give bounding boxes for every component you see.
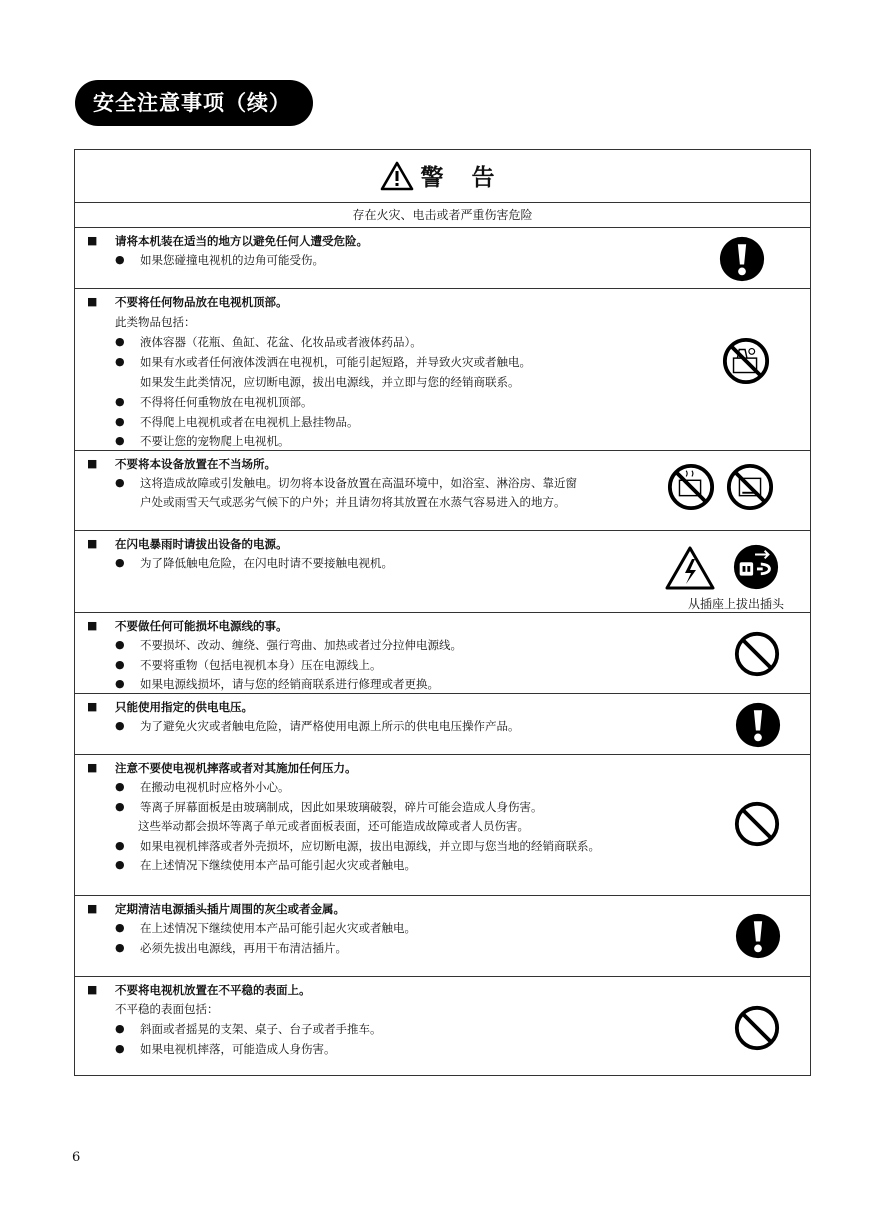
square-marker: ■ <box>87 234 98 247</box>
section-dropping <box>75 755 810 896</box>
square-marker: ■ <box>87 983 98 996</box>
warning-subtitle: 存在火灾、电击或者严重伤害危险 <box>75 203 810 228</box>
lightning-icon <box>664 545 716 591</box>
prohibition-icon <box>733 800 781 848</box>
page-number: 6 <box>72 1150 81 1165</box>
no-objects-on-tv-icon <box>722 337 770 385</box>
section-heading: 不要将本设备放置在不当场所。 <box>115 457 276 471</box>
section-heading: 注意不要使电视机摔落或者对其施加任何压力。 <box>115 761 357 775</box>
list-item: 不要将重物（包括电视机本身）压在电源线上。 <box>140 658 382 672</box>
list-item: 在搬动电视机时应格外小心。 <box>140 780 290 794</box>
square-marker: ■ <box>87 700 98 713</box>
list-item-continuation: 这些举动都会损坏等离子单元或者面板表面，还可能造成故障或者人员伤害。 <box>138 819 529 833</box>
list-item: 不要损坏、改动、缠绕、强行弯曲、加热或者过分拉伸电源线。 <box>140 638 462 652</box>
no-heat-icon <box>667 463 715 511</box>
warning-title: 警 告 <box>420 165 505 191</box>
section-heading: 在闪电暴雨时请拔出设备的电源。 <box>115 537 288 551</box>
list-item: 如果有水或者任何液体泼洒在电视机，可能引起短路，并导致火灾或者触电。 <box>140 355 531 369</box>
mandatory-icon <box>719 236 765 282</box>
list-item: 不得将任何重物放在电视机顶部。 <box>140 395 313 409</box>
bullet-marker: ● <box>115 839 125 852</box>
list-item: 在上述情况下继续使用本产品可能引起火灾或者触电。 <box>140 921 416 935</box>
bullet-marker: ● <box>115 780 125 793</box>
bullet-marker: ● <box>115 355 125 368</box>
bullet-marker: ● <box>115 1022 125 1035</box>
warning-box <box>74 149 811 1076</box>
list-item: 不要让您的宠物爬上电视机。 <box>140 434 290 448</box>
section-objects-on-top <box>75 289 810 451</box>
section-location <box>75 451 810 531</box>
bullet-marker: ● <box>115 434 125 447</box>
section-power-cord <box>75 613 810 694</box>
section-heading: 不要将任何物品放在电视机顶部。 <box>115 295 288 309</box>
list-item: 如果电视机摔落或者外壳损坏，应切断电源，拔出电源线，并立即与您当地的经销商联系。 <box>140 839 600 853</box>
section-heading: 只能使用指定的供电电压。 <box>115 700 253 714</box>
list-item-continuation: 户处或雨雪天气或恶劣气候下的户外；并且请勿将其放置在水蒸气容易进入的地方。 <box>140 495 566 509</box>
bullet-marker: ● <box>115 1042 125 1055</box>
bullet-marker: ● <box>115 476 125 489</box>
section-voltage <box>75 694 810 755</box>
list-item: 如果电源线损坏，请与您的经销商联系进行修理或者更换。 <box>140 677 439 691</box>
square-marker: ■ <box>87 295 98 308</box>
list-item: 液体容器（花瓶、鱼缸、花盆、化妆品或者液体药品）。 <box>140 335 422 349</box>
bullet-marker: ● <box>115 658 125 671</box>
bullet-marker: ● <box>115 638 125 651</box>
bullet-marker: ● <box>115 921 125 934</box>
list-item-continuation: 如果发生此类情况，应切断电源，拔出电源线，并立即与您的经销商联系。 <box>140 375 520 389</box>
bullet-marker: ● <box>115 858 125 871</box>
square-marker: ■ <box>87 457 98 470</box>
list-item: 这将造成故障或引发触电。切勿将本设备放置在高温环境中，如浴室、淋浴房、靠近窗 <box>140 476 577 490</box>
section-placement <box>75 228 810 289</box>
square-marker: ■ <box>87 537 98 550</box>
square-marker: ■ <box>87 761 98 774</box>
mandatory-icon <box>735 913 781 959</box>
list-item: 必须先拔出电源线，再用干布清洁插片。 <box>140 941 347 955</box>
unplug-icon <box>732 543 780 591</box>
warning-triangle-icon <box>380 161 414 191</box>
no-moisture-icon <box>726 463 774 511</box>
unplug-caption: 从插座上拔出插头 <box>688 597 785 611</box>
bullet-marker: ● <box>115 800 125 813</box>
mandatory-icon <box>735 702 781 748</box>
bullet-marker: ● <box>115 941 125 954</box>
bullet-marker: ● <box>115 677 125 690</box>
warning-header <box>75 150 810 203</box>
list-item: 如果您碰撞电视机的边角可能受伤。 <box>140 253 324 267</box>
section-heading: 请将本机装在适当的地方以避免任何人遭受危险。 <box>115 234 368 248</box>
bullet-marker: ● <box>115 335 125 348</box>
section-heading: 不要做任何可能损坏电源线的事。 <box>115 619 288 633</box>
section-heading: 不要将电视机放置在不平稳的表面上。 <box>115 983 311 997</box>
list-item: 等离子屏幕面板是由玻璃制成，因此如果玻璃破裂，碎片可能会造成人身伤害。 <box>140 800 543 814</box>
section-lightning <box>75 531 810 613</box>
bullet-marker: ● <box>115 253 125 266</box>
section-intro: 此类物品包括： <box>115 315 196 329</box>
list-item: 在上述情况下继续使用本产品可能引起火灾或者触电。 <box>140 858 416 872</box>
list-item: 斜面或者摇晃的支架、桌子、台子或者手推车。 <box>140 1022 382 1036</box>
bullet-marker: ● <box>115 556 125 569</box>
list-item: 如果电视机摔落，可能造成人身伤害。 <box>140 1042 336 1056</box>
square-marker: ■ <box>87 902 98 915</box>
bullet-marker: ● <box>115 395 125 408</box>
bullet-marker: ● <box>115 719 125 732</box>
section-heading: 定期清洁电源插头插片周围的灰尘或者金属。 <box>115 902 345 916</box>
bullet-marker: ● <box>115 415 125 428</box>
list-item: 为了降低触电危险，在闪电时请不要接触电视机。 <box>140 556 393 570</box>
list-item: 为了避免火灾或者触电危险，请严格使用电源上所示的供电电压操作产品。 <box>140 719 520 733</box>
square-marker: ■ <box>87 619 98 632</box>
page-title: 安全注意事项（续） <box>75 80 313 126</box>
section-unstable-surface <box>75 977 810 1077</box>
prohibition-icon <box>733 630 781 678</box>
section-intro: 不平稳的表面包括： <box>115 1002 219 1016</box>
prohibition-icon <box>733 1004 781 1052</box>
section-cleaning <box>75 896 810 977</box>
list-item: 不得爬上电视机或者在电视机上悬挂物品。 <box>140 415 359 429</box>
